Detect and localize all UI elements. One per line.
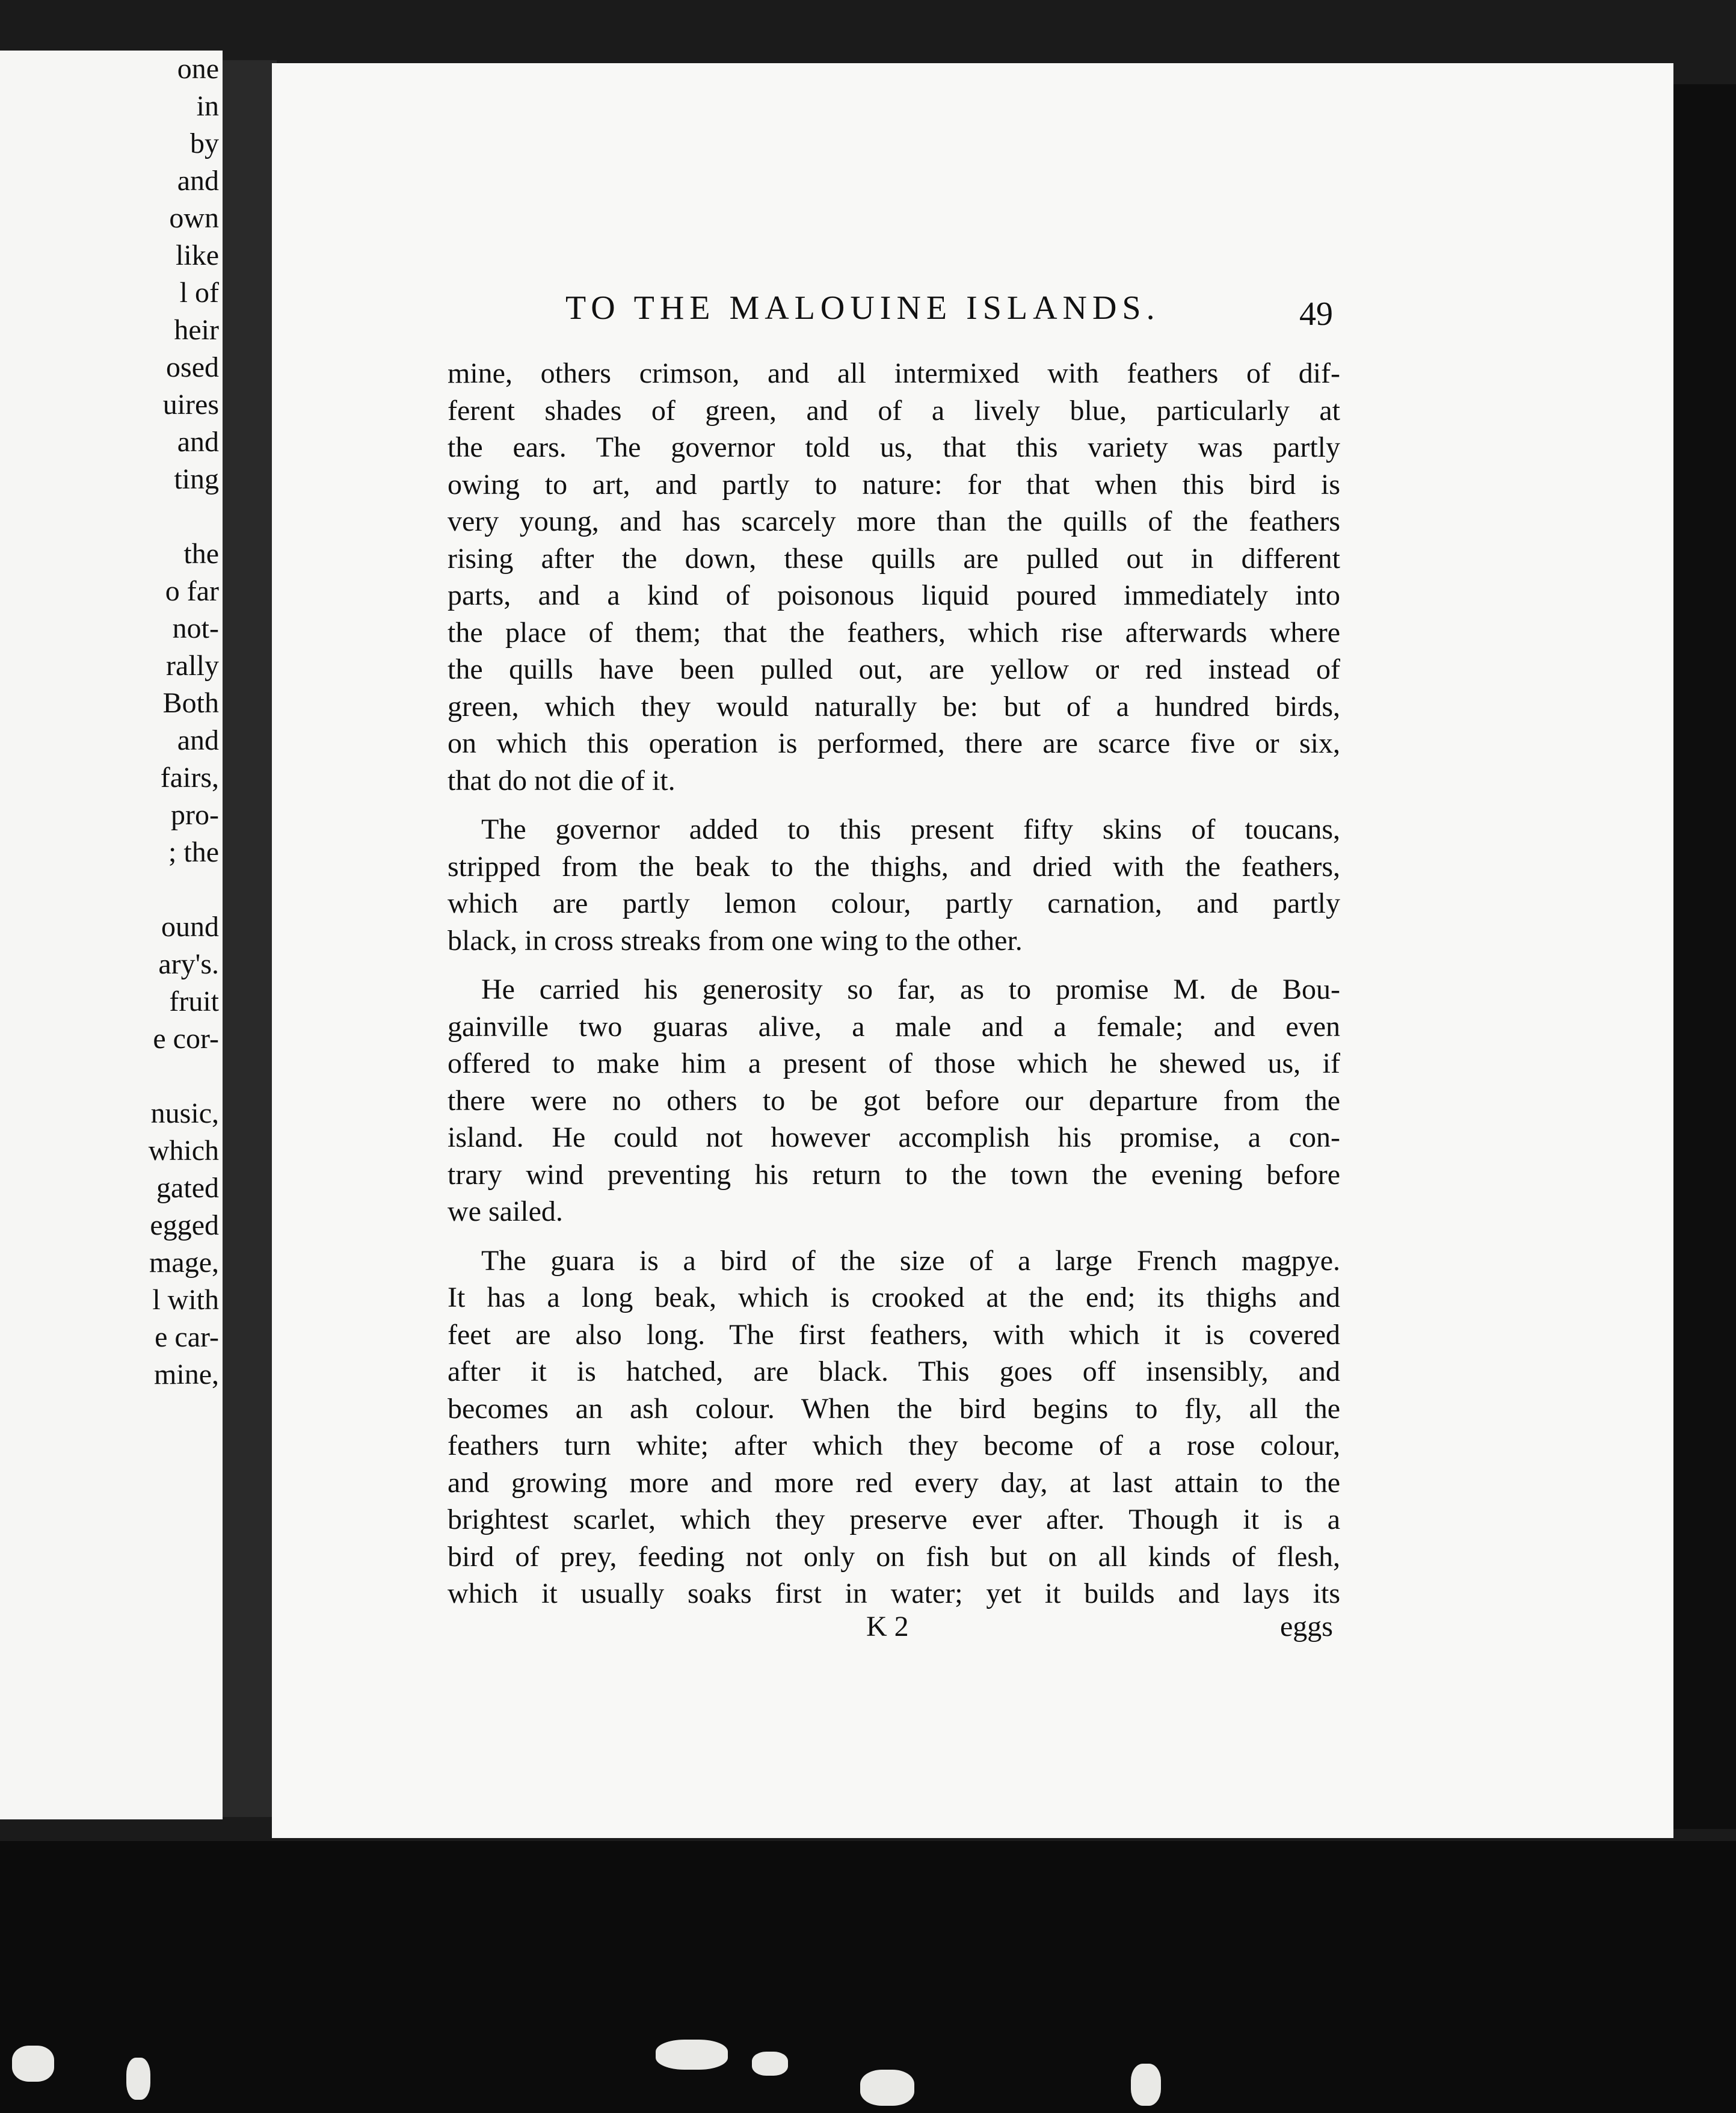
left-line: in bbox=[196, 90, 219, 122]
text-line: The governor added to this present fifty skins of toucans, bbox=[481, 813, 1340, 845]
text-line: rising after the down, these quills are pulled out in different bbox=[448, 542, 1340, 575]
text-line: It has a long beak, which is crooked at the end; its thighs and bbox=[448, 1282, 1340, 1313]
text-line: owing to art, and partly to nature: for that when this bird is bbox=[448, 468, 1340, 501]
text-line: bird of prey, feeding not only on fish but on all kinds of flesh, bbox=[448, 1540, 1340, 1573]
catchword: eggs bbox=[1280, 1611, 1333, 1643]
text-line: which it usually soaks first in water; yet it builds and lays its bbox=[448, 1578, 1340, 1609]
paragraph bbox=[448, 355, 1340, 799]
left-line: own bbox=[169, 202, 219, 234]
scan-debris bbox=[0, 2034, 1736, 2113]
page-edge-shadow bbox=[1673, 84, 1736, 1829]
left-line: fairs, bbox=[160, 762, 219, 794]
text-line: we sailed. bbox=[448, 1195, 563, 1227]
text-line: after it is hatched, are black. This goes off insensibly, and bbox=[448, 1356, 1340, 1387]
text-line: there were no others to be got before our departure from the bbox=[448, 1084, 1340, 1117]
running-head: TO THE MALOUINE ISLANDS. bbox=[565, 289, 1160, 327]
left-line: uires bbox=[162, 389, 219, 421]
text-line: The guara is a bird of the size of a large French magpye. bbox=[481, 1244, 1340, 1277]
signature-mark: K 2 bbox=[866, 1611, 909, 1643]
text-line: feet are also long. The first feathers, with which it is covered bbox=[448, 1318, 1340, 1351]
text-line: mine, others crimson, and all intermixed with feathers of dif- bbox=[448, 357, 1340, 389]
left-line: not- bbox=[172, 612, 219, 644]
left-line: ; the bbox=[168, 836, 219, 868]
left-line: and bbox=[177, 724, 219, 756]
paragraph bbox=[448, 1242, 1340, 1612]
text-line: that do not die of it. bbox=[448, 764, 676, 797]
left-line: l with bbox=[152, 1284, 219, 1316]
left-page bbox=[0, 51, 223, 1819]
text-line: stripped from the beak to the thighs, and dried with the feathers, bbox=[448, 850, 1340, 883]
left-line: ound bbox=[161, 911, 219, 943]
left-line bbox=[0, 1058, 223, 1095]
book-spine-gutter bbox=[223, 60, 277, 1817]
text-line: ferent shades of green, and of a lively blue, particularly at bbox=[448, 394, 1340, 427]
text-line: on which this operation is performed, there are scarce five or six, bbox=[448, 727, 1340, 759]
left-line: which bbox=[148, 1135, 219, 1167]
text-line: becomes an ash colour. When the bird begins to fly, all the bbox=[448, 1392, 1340, 1425]
text-line: offered to make him a present of those which he shewed us, if bbox=[448, 1047, 1340, 1079]
text-line: black, in cross streaks from one wing to the other. bbox=[448, 924, 1023, 957]
text-line: the quills have been pulled out, are yellow or red instead of bbox=[448, 653, 1340, 685]
text-line: gainville two guaras alive, a male and a female; and even bbox=[448, 1010, 1340, 1043]
left-line: like bbox=[176, 239, 219, 271]
left-line: the bbox=[183, 538, 219, 570]
left-line: pro- bbox=[171, 799, 219, 831]
paragraph bbox=[448, 811, 1340, 959]
left-line: Both bbox=[162, 687, 219, 719]
text-line: very young, and has scarcely more than the quills of the feathers bbox=[448, 505, 1340, 537]
left-line: ting bbox=[174, 463, 219, 495]
left-line bbox=[0, 871, 223, 908]
left-line: one bbox=[177, 53, 219, 85]
left-line: ary's. bbox=[158, 948, 219, 980]
text-line: He carried his generosity so far, as to promise M. de Bou- bbox=[481, 973, 1340, 1005]
left-line: rally bbox=[166, 650, 219, 682]
left-line: e car- bbox=[155, 1321, 219, 1353]
left-line: e cor- bbox=[153, 1023, 219, 1055]
text-line: which are partly lemon colour, partly carnation, and partly bbox=[448, 887, 1340, 919]
left-line: osed bbox=[166, 351, 219, 383]
left-line: egged bbox=[150, 1209, 219, 1241]
text-line: green, which they would naturally be: but of a hundred birds, bbox=[448, 690, 1340, 723]
left-line: mage, bbox=[149, 1247, 219, 1279]
text-line: brightest scarlet, which they preserve ever after. Though it is a bbox=[448, 1504, 1340, 1535]
paragraph bbox=[448, 971, 1340, 1230]
text-line: the ears. The governor told us, that this variety was partly bbox=[448, 431, 1340, 463]
body-text bbox=[448, 355, 1340, 1612]
text-line: trary wind preventing his return to the town the evening before bbox=[448, 1158, 1340, 1191]
left-line: fruit bbox=[169, 986, 219, 1017]
text-line: the place of them; that the feathers, which rise afterwards where bbox=[448, 616, 1340, 649]
left-line: nusic, bbox=[150, 1097, 219, 1129]
left-line: gated bbox=[156, 1172, 219, 1204]
text-line: island. He could not however accomplish his promise, a con- bbox=[448, 1121, 1340, 1153]
left-line bbox=[0, 498, 223, 535]
left-line: and bbox=[177, 165, 219, 197]
text-line: feathers turn white; after which they become of a rose colour, bbox=[448, 1430, 1340, 1461]
text-line: parts, and a kind of poisonous liquid poured immediately into bbox=[448, 579, 1340, 611]
left-line: mine, bbox=[154, 1359, 219, 1390]
text-line: and growing more and more red every day, at last attain to the bbox=[448, 1466, 1340, 1499]
left-line: heir bbox=[174, 314, 219, 346]
left-page-text bbox=[0, 51, 223, 1393]
left-line: by bbox=[190, 128, 219, 159]
left-line: and bbox=[177, 426, 219, 458]
page-number: 49 bbox=[1299, 295, 1333, 333]
left-line: o far bbox=[165, 575, 219, 607]
left-line: l of bbox=[179, 277, 219, 309]
